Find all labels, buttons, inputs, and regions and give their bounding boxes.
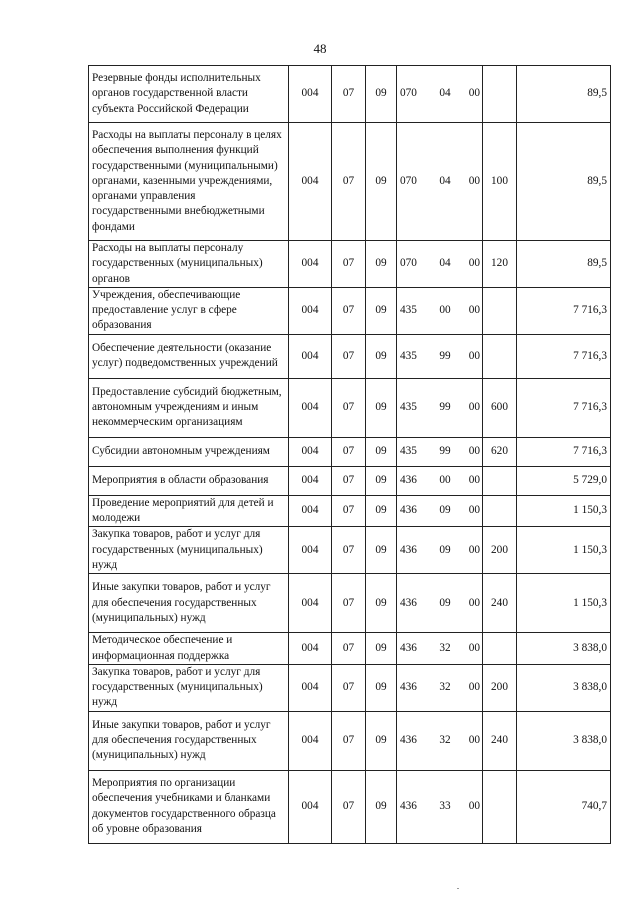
expense-type-code (483, 466, 517, 495)
section-code: 07 (332, 437, 366, 466)
page-number: 48 (313, 41, 327, 56)
article-code-part: 00 (439, 304, 451, 317)
amount: 1 150,3 (517, 527, 611, 574)
article-code-part: 436 (400, 681, 417, 694)
row-name: Иные закупки товаров, работ и услуг для обеспечения государственных (муниципальных) нужд (89, 574, 289, 633)
section-code: 07 (332, 287, 366, 334)
section-code: 07 (332, 466, 366, 495)
section-code: 07 (332, 378, 366, 437)
section-code: 07 (332, 66, 366, 123)
subsection-code: 09 (366, 466, 397, 495)
table-row (89, 378, 611, 437)
section-code: 07 (332, 495, 366, 527)
article-code-part: 00 (468, 734, 480, 747)
subsection-code: 09 (366, 334, 397, 378)
table-row (89, 66, 611, 123)
row-name: Проведение мероприятий для детей и молодежи (89, 495, 289, 527)
article-code-part: 00 (468, 174, 480, 187)
amount: 7 716,3 (517, 334, 611, 378)
article-code (397, 495, 483, 527)
article-code-part: 00 (468, 474, 480, 487)
section-code: 07 (332, 527, 366, 574)
section-code: 07 (332, 241, 366, 288)
article-code-part: 00 (468, 596, 480, 609)
section-code: 07 (332, 664, 366, 711)
article-code-part: 00 (468, 543, 480, 556)
row-name: Обеспечение деятельности (оказание услуг) подведомственных учреждений (89, 334, 289, 378)
subsection-code: 09 (366, 664, 397, 711)
article-code-part: 00 (468, 681, 480, 694)
row-name: Мероприятия по организации обеспечения учебниками и бланками документов государственного образца об уровне образования (89, 770, 289, 843)
article-code-part: 99 (439, 401, 451, 414)
article-code-part: 32 (439, 734, 451, 747)
table-row (89, 334, 611, 378)
article-code-part: 436 (400, 641, 417, 654)
expense-type-code (483, 334, 517, 378)
table-row (89, 437, 611, 466)
article-code (397, 711, 483, 770)
ministry-code: 004 (289, 287, 332, 334)
amount: 5 729,0 (517, 466, 611, 495)
expense-type-code: 120 (483, 241, 517, 288)
subsection-code: 09 (366, 437, 397, 466)
article-code-part: 435 (400, 304, 417, 317)
section-code: 07 (332, 574, 366, 633)
subsection-code: 09 (366, 66, 397, 123)
ministry-code: 004 (289, 123, 332, 241)
amount: 1 150,3 (517, 495, 611, 527)
article-code-part: 00 (468, 504, 480, 517)
article-code-part: 33 (439, 800, 451, 813)
article-code (397, 633, 483, 665)
row-name: Субсидии автономным учреждениям (89, 437, 289, 466)
scan-speck (457, 888, 459, 889)
ministry-code: 004 (289, 664, 332, 711)
article-code (397, 123, 483, 241)
article-code-part: 09 (439, 504, 451, 517)
article-code (397, 66, 483, 123)
article-code (397, 378, 483, 437)
table-row (89, 711, 611, 770)
article-code (397, 287, 483, 334)
subsection-code: 09 (366, 241, 397, 288)
article-code-part: 436 (400, 543, 417, 556)
article-code (397, 241, 483, 288)
article-code (397, 334, 483, 378)
article-code-part: 00 (468, 641, 480, 654)
article-code-part: 32 (439, 681, 451, 694)
article-code-part: 09 (439, 543, 451, 556)
row-name: Методическое обеспечение и информационная поддержка (89, 633, 289, 665)
subsection-code: 09 (366, 495, 397, 527)
subsection-code: 09 (366, 711, 397, 770)
ministry-code: 004 (289, 437, 332, 466)
article-code-part: 436 (400, 734, 417, 747)
ministry-code: 004 (289, 633, 332, 665)
section-code: 07 (332, 633, 366, 665)
amount: 3 838,0 (517, 633, 611, 665)
row-name: Резервные фонды исполнительных органов государственной власти субъекта Российской Федерации (89, 66, 289, 123)
budget-table (88, 65, 611, 844)
amount: 740,7 (517, 770, 611, 843)
expense-type-code: 200 (483, 527, 517, 574)
table-row (89, 664, 611, 711)
article-code-part: 04 (439, 257, 451, 270)
article-code-part: 00 (468, 445, 480, 458)
ministry-code: 004 (289, 574, 332, 633)
subsection-code: 09 (366, 633, 397, 665)
article-code-part: 435 (400, 349, 417, 362)
table-row (89, 770, 611, 843)
section-code: 07 (332, 711, 366, 770)
expense-type-code (483, 66, 517, 123)
table-row (89, 466, 611, 495)
subsection-code: 09 (366, 287, 397, 334)
row-name: Расходы на выплаты персоналу государственных (муниципальных) органов (89, 241, 289, 288)
article-code-part: 00 (468, 304, 480, 317)
amount: 7 716,3 (517, 287, 611, 334)
expense-type-code: 200 (483, 664, 517, 711)
amount: 1 150,3 (517, 574, 611, 633)
subsection-code: 09 (366, 123, 397, 241)
row-name: Расходы на выплаты персоналу в целях обеспечения выполнения функций государственными (муниципальными) органами, казенными учреждениями, органами управления государственными внебюджетными фондами (89, 123, 289, 241)
amount: 3 838,0 (517, 664, 611, 711)
ministry-code: 004 (289, 495, 332, 527)
article-code-part: 070 (400, 257, 417, 270)
expense-type-code: 240 (483, 711, 517, 770)
article-code-part: 99 (439, 349, 451, 362)
article-code-part: 09 (439, 596, 451, 609)
table-row (89, 574, 611, 633)
article-code-part: 070 (400, 87, 417, 100)
table-row (89, 527, 611, 574)
table-body (89, 66, 611, 844)
amount: 89,5 (517, 66, 611, 123)
table-row (89, 495, 611, 527)
amount: 7 716,3 (517, 378, 611, 437)
article-code (397, 664, 483, 711)
article-code (397, 574, 483, 633)
article-code-part: 435 (400, 401, 417, 414)
subsection-code: 09 (366, 770, 397, 843)
row-name: Закупка товаров, работ и услуг для государственных (муниципальных) нужд (89, 527, 289, 574)
section-code: 07 (332, 123, 366, 241)
amount: 7 716,3 (517, 437, 611, 466)
article-code-part: 436 (400, 800, 417, 813)
table-row (89, 241, 611, 288)
expense-type-code (483, 770, 517, 843)
expense-type-code (483, 287, 517, 334)
ministry-code: 004 (289, 466, 332, 495)
ministry-code: 004 (289, 770, 332, 843)
row-name: Иные закупки товаров, работ и услуг для обеспечения государственных (муниципальных) нужд (89, 711, 289, 770)
article-code-part: 99 (439, 445, 451, 458)
article-code-part: 04 (439, 87, 451, 100)
article-code (397, 466, 483, 495)
amount: 89,5 (517, 241, 611, 288)
ministry-code: 004 (289, 241, 332, 288)
subsection-code: 09 (366, 378, 397, 437)
table-row (89, 123, 611, 241)
table-row (89, 287, 611, 334)
expense-type-code (483, 495, 517, 527)
amount: 3 838,0 (517, 711, 611, 770)
row-name: Мероприятия в области образования (89, 466, 289, 495)
ministry-code: 004 (289, 711, 332, 770)
section-code: 07 (332, 334, 366, 378)
article-code-part: 00 (468, 800, 480, 813)
expense-type-code: 100 (483, 123, 517, 241)
article-code-part: 00 (439, 474, 451, 487)
article-code-part: 00 (468, 87, 480, 100)
expense-type-code: 600 (483, 378, 517, 437)
article-code (397, 437, 483, 466)
row-name: Закупка товаров, работ и услуг для государственных (муниципальных) нужд (89, 664, 289, 711)
table-row (89, 633, 611, 665)
article-code-part: 00 (468, 257, 480, 270)
row-name: Предоставление субсидий бюджетным, автономным учреждениям и иным некоммерческим организациям (89, 378, 289, 437)
section-code: 07 (332, 770, 366, 843)
ministry-code: 004 (289, 66, 332, 123)
article-code-part: 435 (400, 445, 417, 458)
article-code-part: 436 (400, 596, 417, 609)
expense-type-code: 240 (483, 574, 517, 633)
ministry-code: 004 (289, 334, 332, 378)
article-code-part: 00 (468, 401, 480, 414)
article-code-part: 436 (400, 504, 417, 517)
amount: 89,5 (517, 123, 611, 241)
expense-type-code: 620 (483, 437, 517, 466)
article-code (397, 527, 483, 574)
article-code-part: 436 (400, 474, 417, 487)
subsection-code: 09 (366, 527, 397, 574)
ministry-code: 004 (289, 527, 332, 574)
article-code-part: 00 (468, 349, 480, 362)
subsection-code: 09 (366, 574, 397, 633)
row-name: Учреждения, обеспечивающие предоставление услуг в сфере образования (89, 287, 289, 334)
ministry-code: 004 (289, 378, 332, 437)
article-code-part: 070 (400, 174, 417, 187)
article-code-part: 32 (439, 641, 451, 654)
article-code-part: 04 (439, 174, 451, 187)
expense-type-code (483, 633, 517, 665)
article-code (397, 770, 483, 843)
